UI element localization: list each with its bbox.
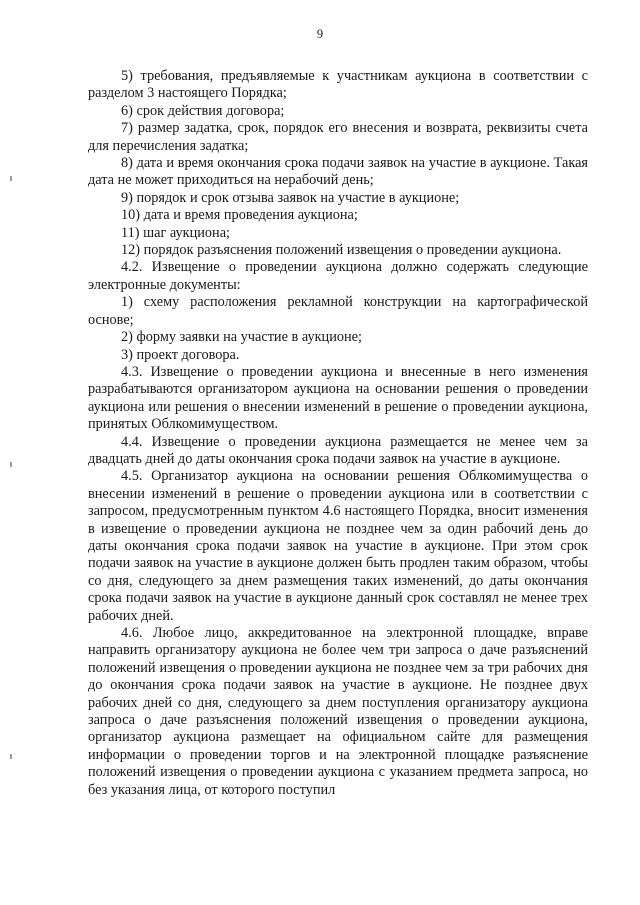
list-item-12: 12) порядок разъяснения положений извещения о проведении аукциона. [121,242,562,259]
page-number: 9 [316,27,324,41]
section-4-6: 4.6. Любое лицо, аккредитованное на электронной площадке, вправе направить организатору аукциона не более чем три запроса о даче разъяснений положений извещения о проведении аукциона не позднее чем за три рабочих дня до окончания срока подачи заявок на участие в аукционе. Не позднее двух рабочих дней со дня, следующего за днем поступления организатору аукциона запроса о даче разъяснения положений извещения о проведении аукциона, организатор аукциона размещает на официальном сайте для размещения информации о проведении торгов и на электронной площадке разъяснение положений извещения о проведении аукциона с указанием предмета запроса, но без указания лица, от которого поступил [88,625,588,798]
document-item-1: 1) схему расположения рекламной конструкции на картографической основе; [88,294,588,328]
document-body [88,68,588,799]
scan-mark [10,176,12,181]
section-4-2: 4.2. Извещение о проведении аукциона должно содержать следующие электронные документы: [88,259,588,293]
scan-mark [10,462,12,467]
section-4-3: 4.3. Извещение о проведении аукциона и внесенные в него изменения разрабатываются организатором аукциона на основании решения о проведении аукциона или решения о внесении изменений в решение о проведении аукциона, принятых Облкомимуществом. [88,363,588,433]
list-item-7: 7) размер задатка, срок, порядок его внесения и возврата, реквизиты счета для перечисления задатка; [88,120,588,154]
section-4-4: 4.4. Извещение о проведении аукциона размещается не менее чем за двадцать дней до даты окончания срока подачи заявок на участие в аукционе. [88,433,588,467]
document-item-2: 2) форму заявки на участие в аукционе; [121,329,362,346]
list-item-6: 6) срок действия договора; [121,102,285,119]
list-item-11: 11) шаг аукциона; [121,224,231,241]
section-4-5: 4.5. Организатор аукциона на основании решения Облкомимущества о внесении изменений в решение о проведении аукциона или в соответствии с запросом, предусмотренным пунктом 4.6 настоящего Порядка, вносит изменения в извещение о проведении аукциона не позднее чем за один рабочий день до даты окончания срока подачи заявок на участие в аукционе. При этом срок подачи заявок на участие в аукционе должен быть продлен таким образом, чтобы со дня, следующего за днем размещения таких изменений, до даты окончания срока подачи заявок на участие в аукционе данный срок составлял не менее трех рабочих дней. [88,468,588,624]
list-item-5: 5) требования, предъявляемые к участникам аукциона в соответствии с разделом 3 настоящего Порядка; [88,68,588,102]
scan-mark [10,754,12,759]
list-item-10: 10) дата и время проведения аукциона; [121,207,358,224]
document-item-3: 3) проект договора. [121,346,240,363]
list-item-8: 8) дата и время окончания срока подачи заявок на участие в аукционе. Такая дата не может приходиться на нерабочий день; [88,155,588,189]
list-item-9: 9) порядок и срок отзыва заявок на участие в аукционе; [121,189,460,206]
